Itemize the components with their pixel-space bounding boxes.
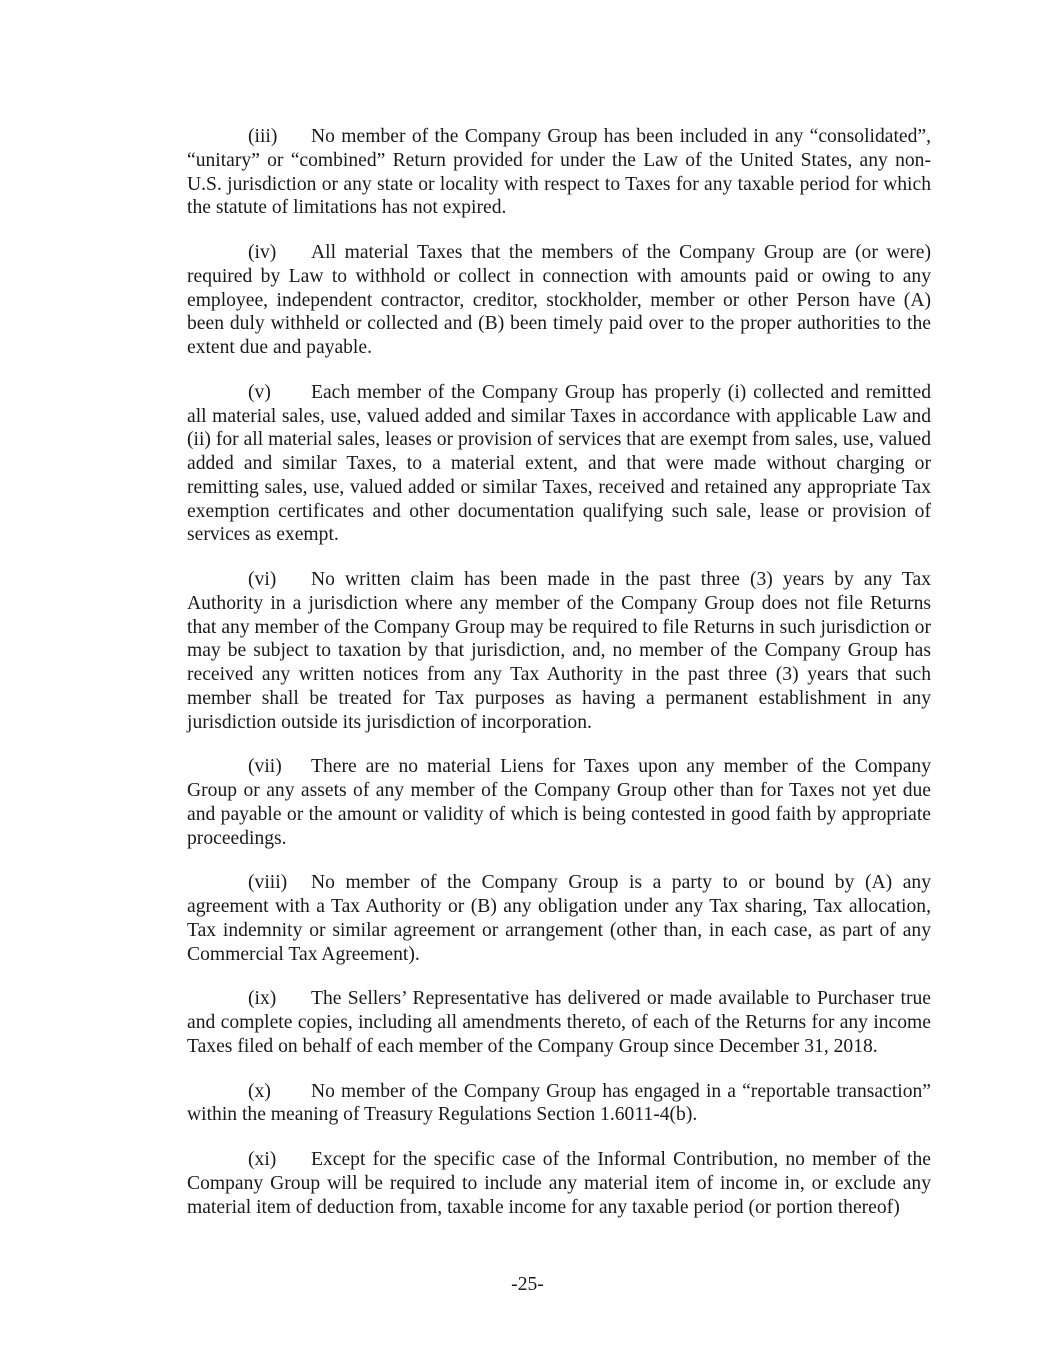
- paragraph-x: [187, 1080, 931, 1128]
- paragraph-label: (vii): [248, 756, 282, 778]
- page-number: -25-: [511, 1274, 544, 1295]
- paragraph-label: (vi): [248, 569, 277, 590]
- paragraph-label: (viii): [248, 872, 288, 894]
- paragraph-v: [187, 381, 931, 547]
- paragraph-ix: [187, 987, 931, 1058]
- paragraph-text: Except for the specific case of the Informal Contribution, no member of the Company Group will be required to include any material item of income in, or exclude any material item of deduction from, taxable income for any taxable period (or portion thereof): [187, 1149, 931, 1218]
- paragraph-xi: [187, 1148, 931, 1219]
- paragraph-text: No member of the Company Group has engaged in a “reportable transaction” within the meaning of Treasury Regulations Section 1.6011-4(b).: [187, 1080, 931, 1126]
- paragraph-iii: [187, 125, 931, 220]
- paragraph-text: No member of the Company Group is a party to or bound by (A) any agreement with a Tax Authority or (B) any obligation under any Tax sharing, Tax allocation, Tax indemnity or similar agreement or arrangement (other than, in each case, as part of any Commercial Tax Agreement).: [187, 872, 931, 965]
- document-page: [187, 125, 931, 1240]
- paragraph-text: Each member of the Company Group has properly (i) collected and remitted all material sales, use, valued added and similar Taxes in accordance with applicable Law and (ii) for all material sales, leases or provision of services that are exempt from sales, use, valued added and similar Taxes, to a material extent, and that were made without charging or remitting sales, use, valued added or similar Taxes, received and retained any appropriate Tax exemption certificates and other documentation qualifying such sale, lease or provision of services as exempt.: [187, 381, 931, 546]
- paragraph-text: There are no material Liens for Taxes upon any member of the Company Group or any assets of any member of the Company Group other than for Taxes not yet due and payable or the amount or validity of which is being contested in good faith by appropriate proceedings.: [187, 756, 931, 849]
- paragraph-label: (x): [248, 1080, 271, 1102]
- paragraph-vii: [187, 755, 931, 850]
- paragraph-label: (iii): [248, 126, 278, 147]
- paragraph-label: (v): [248, 381, 271, 403]
- paragraph-vi: [187, 568, 931, 734]
- paragraph-label: (iv): [248, 242, 277, 263]
- paragraph-text: No member of the Company Group has been included in any “consolidated”, “unitary” or “combined” Return provided for under the Law of the United States, any non-U.S. jurisdiction or any state or locality with respect to Taxes for any taxable period for which the statute of limitations has not expired.: [187, 126, 931, 219]
- paragraph-iv: [187, 241, 931, 360]
- paragraph-label: (ix): [248, 988, 277, 1010]
- paragraph-label: (xi): [248, 1149, 277, 1170]
- paragraph-text: All material Taxes that the members of the Company Group are (or were) required by Law to withhold or collect in connection with amounts paid or owing to any employee, independent contractor, creditor, stockholder, member or other Person have (A) been duly withheld or collected and (B) been timely paid over to the proper authorities to the extent due and payable.: [187, 242, 931, 358]
- paragraph-viii: [187, 871, 931, 966]
- paragraph-text: No written claim has been made in the past three (3) years by any Tax Authority in a jurisdiction where any member of the Company Group does not file Returns that any member of the Company Group may be required to file Returns in such jurisdiction or may be subject to taxation by that jurisdiction, and, no member of the Company Group has received any written notices from any Tax Authority in the past three (3) years that such member shall be treated for Tax purposes as having a permanent establishment in any jurisdiction outside its jurisdiction of incorporation.: [187, 569, 931, 733]
- paragraph-text: The Sellers’ Representative has delivered or made available to Purchaser true and complete copies, including all amendments thereto, of each of the Returns for any income Taxes filed on behalf of each member of the Company Group since December 31, 2018.: [187, 988, 931, 1057]
